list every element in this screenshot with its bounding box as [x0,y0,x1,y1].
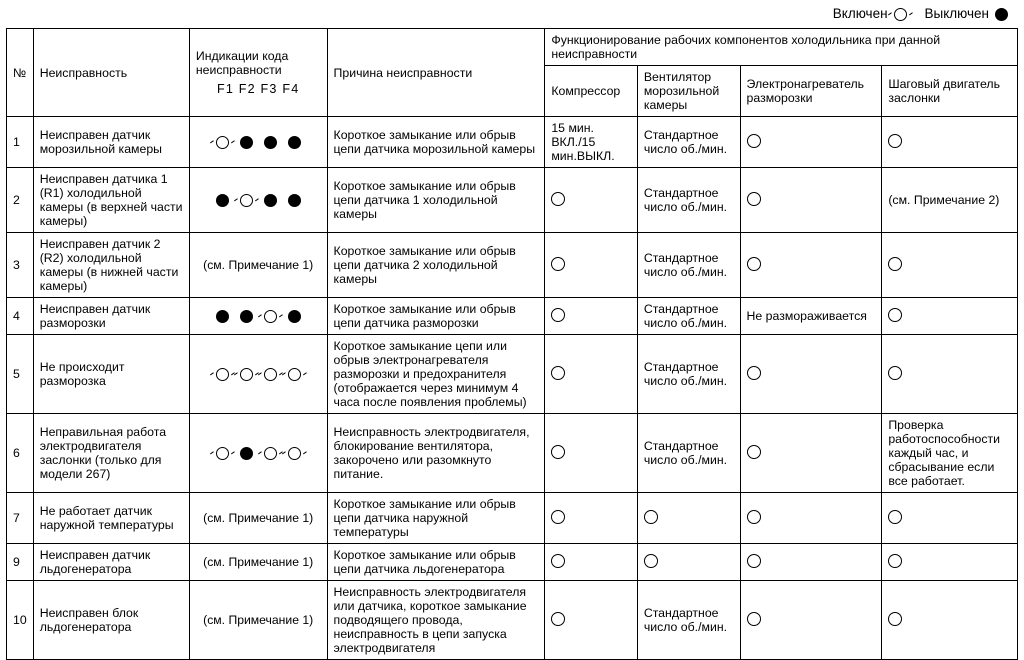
lamp-row [196,308,321,325]
cell-heater [740,117,882,168]
table-row [7,233,1018,298]
cell-heater: Не размораживается [740,298,882,335]
cell-cause: Короткое замыкание или обрыв цепи датчика наружной температуры [327,493,545,544]
cell-num: 6 [7,414,34,493]
cell-num: 1 [7,117,34,168]
lamp-blink-icon [240,194,253,207]
table-row [7,168,1018,233]
cell-stepper: Проверка работоспособности каждый час, и сбрасывание если все работает. [882,414,1018,493]
cell-stepper [882,117,1018,168]
cell-cause: Неисправность электродвигателя, блокирование вентилятора, закорочено или разомкнуто питание. [327,414,545,493]
lamp-blink-icon [264,310,277,323]
cell-cause: Короткое замыкание или обрыв цепи датчика 2 холодильной камеры [327,233,545,298]
status-circle-icon [747,134,761,148]
status-circle-icon [551,366,565,380]
status-circle-icon [551,510,565,524]
cell-num: 5 [7,335,34,414]
cell-stepper [882,335,1018,414]
cell-fault: Не происходит разморозка [33,335,189,414]
table-row [7,544,1018,581]
cell-cause: Короткое замыкание или обрыв цепи датчика льдогенератора [327,544,545,581]
table-body [7,117,1018,660]
cell-compressor [545,233,637,298]
lamp-on-icon [240,447,253,460]
cell-heater [740,581,882,660]
cell-fan: Стандартное число об./мин. [637,117,740,168]
status-circle-icon [551,554,565,568]
legend-on-icon [894,8,907,21]
header-heater: Электронагреватель разморозки [740,66,882,117]
lamp-on-icon [288,194,301,207]
cell-fault: Неисправен датчика 1 (R1) холодильной камеры (в верхней части камеры) [33,168,189,233]
cell-compressor: 15 мин. ВКЛ./15 мин.ВЫКЛ. [545,117,637,168]
cell-heater [740,414,882,493]
cell-num: 7 [7,493,34,544]
cell-compressor [545,168,637,233]
cell-fan: Стандартное число об./мин. [637,233,740,298]
status-circle-icon [888,510,902,524]
cell-fan: Стандартное число об./мин. [637,414,740,493]
cell-compressor [545,493,637,544]
legend-off-icon [995,8,1008,21]
cell-fault: Не работает датчик наружной температуры [33,493,189,544]
cell-code-note: (см. Примечание 1) [203,613,314,627]
cell-compressor [545,298,637,335]
header-num: № [7,29,34,117]
table-row [7,414,1018,493]
cell-heater [740,493,882,544]
lamp-blink-icon [216,447,229,460]
status-circle-icon [747,510,761,524]
cell-fault: Неправильная работа электродвигателя заслонки (только для модели 267) [33,414,189,493]
cell-stepper [882,581,1018,660]
cell-code [189,493,327,544]
cell-stepper [882,493,1018,544]
lamp-on-icon [264,194,277,207]
lamp-blink-icon [216,368,229,381]
cell-stepper [882,298,1018,335]
header-code-lamps: F1 F2 F3 F4 [216,82,300,96]
cell-fault: Неисправен датчик 2 (R2) холодильной камеры (в нижней части камеры) [33,233,189,298]
cell-stepper: (см. Примечание 2) [882,168,1018,233]
cell-fan: Стандартное число об./мин. [637,335,740,414]
lamp-row [196,134,321,151]
cell-compressor [545,335,637,414]
lamp-on-icon [264,136,277,149]
status-circle-icon [747,445,761,459]
lamp-on-icon [288,136,301,149]
cell-stepper [882,544,1018,581]
lamp-blink-icon [240,368,253,381]
lamp-blink-icon [288,447,301,460]
cell-code-note: (см. Примечание 1) [203,258,314,272]
cell-heater [740,335,882,414]
status-circle-icon [888,134,902,148]
lamp-row [196,366,321,383]
cell-fan [637,493,740,544]
status-circle-icon [747,612,761,626]
status-circle-icon [888,612,902,626]
status-circle-icon [551,192,565,206]
cell-compressor [545,544,637,581]
cell-code [189,117,327,168]
cell-code-note: (см. Примечание 1) [203,555,314,569]
cell-fault: Неисправен блок льдогенератора [33,581,189,660]
status-circle-icon [644,554,658,568]
lamp-row [196,192,321,209]
table-row [7,335,1018,414]
cell-heater [740,233,882,298]
cell-code [189,414,327,493]
cell-code [189,544,327,581]
table-row [7,493,1018,544]
cell-code [189,168,327,233]
header-cause: Причина неисправности [327,29,545,117]
cell-fault: Неисправен датчик морозильной камеры [33,117,189,168]
lamp-blink-icon [264,368,277,381]
cell-cause: Короткое замыкание или обрыв цепи датчика морозильной камеры [327,117,545,168]
cell-num: 3 [7,233,34,298]
lamp-on-icon [216,310,229,323]
header-fault: Неисправность [33,29,189,117]
cell-fan: Стандартное число об./мин. [637,581,740,660]
cell-num: 9 [7,544,34,581]
lamp-row [196,445,321,462]
cell-heater [740,544,882,581]
status-circle-icon [747,192,761,206]
status-circle-icon [747,366,761,380]
cell-cause: Короткое замыкание или обрыв цепи датчика разморозки [327,298,545,335]
table-row [7,117,1018,168]
lamp-on-icon [240,136,253,149]
cell-fault: Неисправен датчик льдогенератора [33,544,189,581]
status-circle-icon [551,257,565,271]
cell-fan [637,544,740,581]
status-circle-icon [888,554,902,568]
cell-num: 2 [7,168,34,233]
cell-compressor [545,581,637,660]
cell-cause: Короткое замыкание или обрыв цепи датчика 1 холодильной камеры [327,168,545,233]
header-fan: Вентилятор морозильной камеры [637,66,740,117]
status-circle-icon [551,308,565,322]
status-circle-icon [551,612,565,626]
cell-code [189,335,327,414]
cell-fan: Стандартное число об./мин. [637,298,740,335]
cell-cause: Короткое замыкание цепи или обрыв электронагревателя разморозки и предохранителя (отображается через минимум 4 часа после появления проблемы) [327,335,545,414]
status-circle-icon [888,257,902,271]
status-circle-icon [644,510,658,524]
status-circle-icon [747,554,761,568]
cell-heater [740,168,882,233]
cell-num: 4 [7,298,34,335]
table-row [7,298,1018,335]
header-code [189,29,327,117]
cell-code [189,298,327,335]
cell-code [189,581,327,660]
legend-on-label: Включен [832,6,888,21]
header-components-group: Функционирование рабочих компонентов холодильника при данной неисправности [545,29,1018,66]
cell-num: 10 [7,581,34,660]
status-circle-icon [747,257,761,271]
lamp-on-icon [216,194,229,207]
legend [833,6,1008,22]
fault-table [6,28,1018,660]
cell-code-note: (см. Примечание 1) [203,511,314,525]
lamp-blink-icon [288,368,301,381]
status-circle-icon [551,445,565,459]
header-stepper: Шаговый двигатель заслонки [882,66,1018,117]
header-code-text: Индикации кода неисправности [195,49,289,77]
cell-cause: Неисправность электродвигателя или датчика, короткое замыкание подводящего провода, неисправность в цепи запуска электродвигателя [327,581,545,660]
legend-off-label: Выключен [924,6,989,21]
lamp-blink-icon [264,447,277,460]
cell-fan: Стандартное число об./мин. [637,168,740,233]
status-circle-icon [888,308,902,322]
lamp-on-icon [240,310,253,323]
lamp-on-icon [288,310,301,323]
cell-fault: Неисправен датчик разморозки [33,298,189,335]
table-header-row-1 [7,29,1018,66]
cell-stepper [882,233,1018,298]
lamp-blink-icon [216,136,229,149]
header-compressor: Компрессор [545,66,637,117]
table-row [7,581,1018,660]
status-circle-icon [888,366,902,380]
cell-code [189,233,327,298]
cell-compressor [545,414,637,493]
